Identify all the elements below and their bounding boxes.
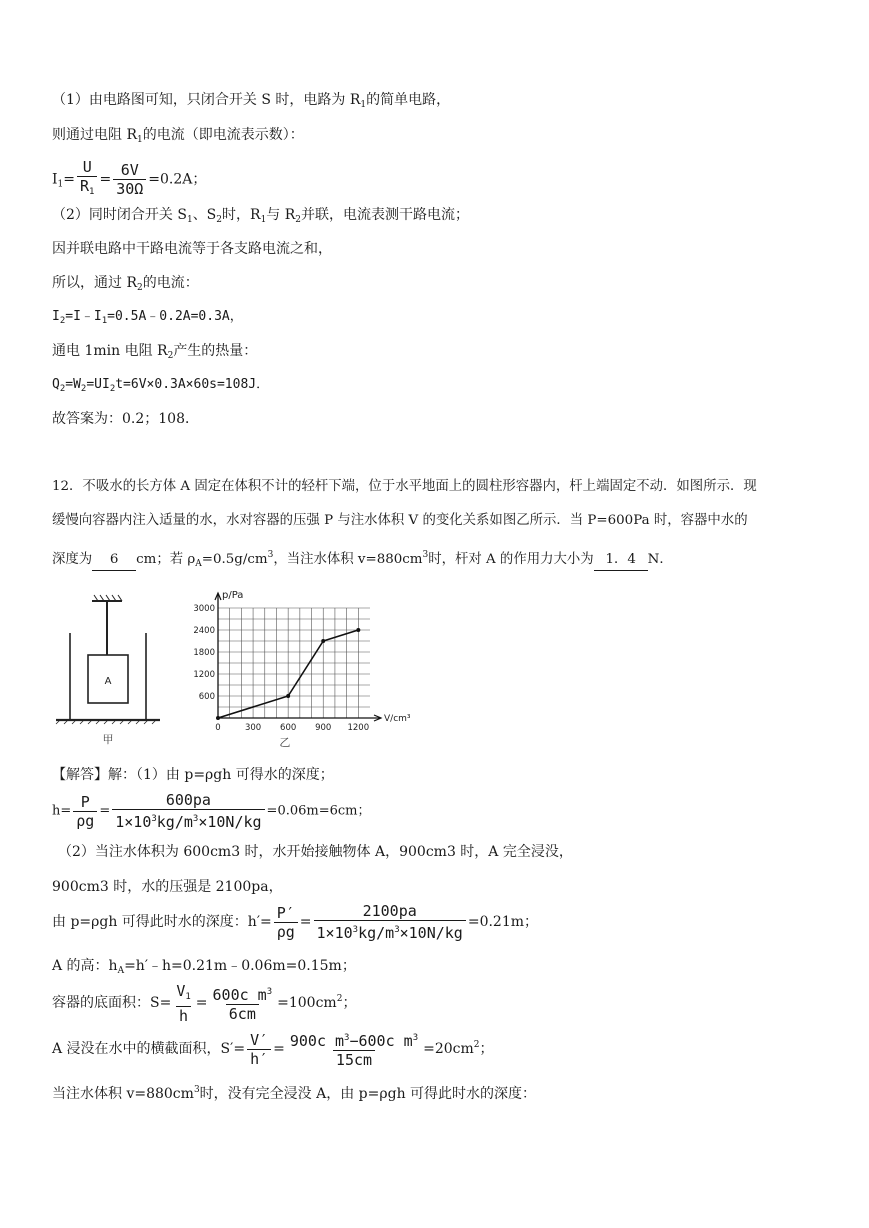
block-a-label: A: [104, 676, 112, 687]
part1-line2: 则通过电阻 $R_1$的电流（即电流表示数）：: [52, 127, 304, 145]
y-axis-label: p/Pa: [222, 590, 244, 601]
part2-line2: 因并联电路中干路电流等于各支路电流之和，: [52, 241, 332, 257]
solution-line1: 【解答】解：（1）由 p=ρgh 可得水的深度；: [52, 767, 334, 783]
answer-blank-force: 1．4: [594, 550, 648, 571]
part2-equation-q2: $Q_2=W_2=UI_2t=6V\times 0.3A\times 60s=108J$．: [52, 377, 270, 394]
figure-yi-chart: [182, 580, 412, 750]
data-point: [286, 694, 290, 698]
solution-line5: 当注水体积 $v=880cm^3$时，没有完全浸没 A，由 p=ρgh 可得此时水的深度：: [52, 1085, 537, 1102]
x-axis-label: V/cm³: [384, 714, 411, 724]
part2-equation-i2: $I_2=I﹣I_1=0.5A﹣0.2A=0.3A$，: [52, 309, 243, 326]
part2-line5: 通电 1min 电阻 $R_2$产生的热量：: [52, 343, 258, 361]
q12-line1: 12．不吸水的长方体 A 固定在体积不计的轻杆下端，位于水平地面上的圆柱形容器内，杆上端固定不动．如图所示．现: [52, 479, 757, 494]
equation-s-prime: A 浸没在水中的横截面积，S′= $\frac{V'}{h'}$ = $\frac{900c m^3-600c m^3}{15cm}$ $=20cm^2$；: [52, 1030, 494, 1069]
x-tick-label: 0: [215, 723, 221, 733]
figure-jia: [52, 585, 172, 750]
part1-line1: （1）由电路图可知，只闭合开关 S 时，电路为 $R_1$的简单电路，: [52, 92, 451, 110]
data-point: [321, 639, 325, 643]
figure-yi-caption: 乙: [279, 736, 291, 749]
data-point: [356, 628, 360, 632]
x-tick-label: 1200: [347, 723, 370, 733]
data-point: [216, 716, 220, 720]
equation-i1: $I_1=$ $\frac{U}{R_1}$ = $\frac{6V}{30\Omega}$ =0.2A；: [52, 158, 206, 204]
figure-jia-caption: 甲: [102, 733, 114, 746]
y-tick-label: 600: [198, 692, 215, 702]
equation-s: 容器的底面积：S= $\frac{V_1}{h}$ = $\frac{600c m^3}{6cm}$ $=100cm^2$；: [52, 981, 357, 1025]
y-tick-label: 3000: [193, 604, 215, 614]
ceiling-mount: [92, 595, 122, 601]
y-tick-label: 2400: [193, 626, 215, 636]
solution-line2: （2）当注水体积为 600cm3 时，水开始接触物体 A，900cm3 时，A 完全浸没，: [58, 844, 573, 860]
answer-blank-depth: 6: [92, 550, 136, 571]
equation-h-prime: 由 p=ρgh 可得此时水的深度：h′= $\frac{P'}{\rho g}$ = $\frac{2100pa}{1\times 10^3kg/m^3\times 10N/kg}$ =0.21m；: [52, 902, 539, 942]
part2-line1: （2）同时闭合开关 $S_1$、$S_2$时，$R_1$与 $R_2$并联，电流表测干路电流；: [52, 207, 470, 225]
q12-line2: 缓慢向容器内注入适量的水，水对容器的压强 P 与注水体积 V 的变化关系如图乙所示．当 P=600Pa 时，容器中水的: [52, 513, 748, 528]
x-tick-label: 600: [280, 723, 297, 733]
part2-answer: 故答案为：0.2；108．: [52, 411, 199, 427]
part2-line3: 所以，通过 $R_2$的电流：: [52, 275, 199, 293]
equation-h: h= $\frac{P}{\rho g}$ = $\frac{600pa}{1\times 10^3kg/m^3\times 10N/kg}$ =0.06m=6cm；: [52, 791, 371, 831]
solution-line4: A 的高：$h_A=h'﹣h=0.21m﹣0.06m=0.15m$；: [52, 958, 356, 976]
x-tick-label: 900: [315, 723, 332, 733]
x-tick-label: 300: [244, 723, 262, 733]
solution-line3: 900cm3 时，水的压强是 2100pa，: [52, 879, 283, 895]
y-tick-label: 1200: [193, 670, 215, 680]
q12-line3: 深度为 6 cm；若 $\rho_A=0.5g/cm^3$，当注水体积 $v=880cm^3$时，杆对 A 的作用力大小为 1．4 N．: [52, 550, 673, 569]
y-tick-label: 1800: [193, 648, 215, 658]
